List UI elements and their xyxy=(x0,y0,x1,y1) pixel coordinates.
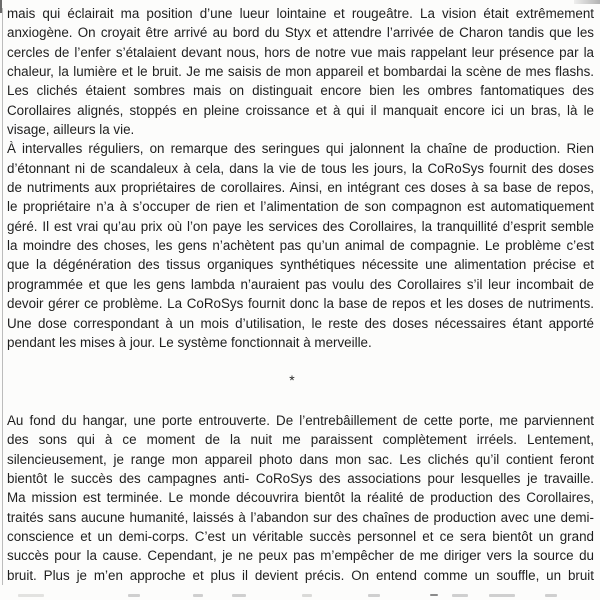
text-line: d’étonnant ni de scandaleux à cela, dans la vie de tous les jours, la CoRoSys fournit des doses xyxy=(7,160,594,176)
scan-smudge xyxy=(368,594,380,597)
text-line: anxiogène. On croyait être arrivé au bord du Styx et attendre l’arrivée de Charon tandis que les xyxy=(7,25,594,41)
text-line: le propriétaire n’a à s’occuper de rien et l’alimentation de son compagnon est automatiquement xyxy=(7,199,594,215)
text-line: succès pour la cause. Cependant, je ne peux pas m’empêcher de me diriger vers la source du xyxy=(7,548,594,564)
text-line: Corollaires alignés, stoppés en pleine croissance et à qui il manquait encore ici un bras, là le xyxy=(7,102,594,118)
scan-smudge xyxy=(452,594,468,597)
scan-smudge xyxy=(232,594,246,597)
text-line: programmée et que les gens lambda n’auraient pas voulu des Corollaires s’il leur incombait de xyxy=(7,276,594,292)
text-line: la moindre des choses, les gens n’achètent pas qu’un animal de compagnie. Le problème c’est xyxy=(7,238,594,254)
text-line: que la dégénération des tissus organiques synthétiques nécessite une alimentation précise et xyxy=(7,257,594,273)
text-line: silencieusement, je range mon appareil photo dans mon sac. Les clichés qu’il contient feront xyxy=(7,451,594,467)
scan-artifact-top-left-mark xyxy=(0,0,2,13)
scan-smudge xyxy=(128,594,140,597)
text-line: Les clichés étaient sombres mais on distinguait encore bien les ombres fantomatiques des xyxy=(7,83,594,99)
scan-smudge xyxy=(18,594,44,597)
text-line: Au fond du hangar, une porte entrouverte. De l’entrebâillement de cette porte, me parviennent xyxy=(7,413,594,428)
text-line: visage, ailleurs la vie. xyxy=(7,122,135,138)
text-line: À intervalles réguliers, on remarque des seringues qui jalonnent la chaîne de production. Rien xyxy=(7,141,594,157)
text-block-lower xyxy=(7,411,594,585)
text-line: conscience et un demi-corps. C’est un véritable succès personnel et ce sera bientôt un grand xyxy=(7,529,594,545)
text-line: traités sans aucune humanité, laissés à l’abandon sur des chaînes de production avec une demi- xyxy=(7,509,594,525)
text-line: pendant les mises à jour. Le système fonctionnait à merveille. xyxy=(7,334,372,350)
scan-smudge xyxy=(193,594,203,597)
scan-smudge xyxy=(545,594,557,597)
text-block-upper xyxy=(7,4,594,352)
text-line: devoir gérer ce problème. La CoRoSys fournit donc la base de repos et les doses de nutriments. xyxy=(7,296,594,312)
text-line: des sons qui à ce moment de la nuit me paraissent complètement irréels. Lentement, xyxy=(7,432,594,448)
text-line: mais qui éclairait ma position d’une lueur lointaine et rougeâtre. La vision était extrêmement xyxy=(7,6,594,21)
text-line: bientôt le succès des campagnes anti- CoRoSys des associations pour lesquelles je travaille. xyxy=(7,471,594,487)
scan-smudge xyxy=(489,594,515,597)
scan-artifact-left-edge-line xyxy=(2,8,3,585)
text-line: Ma mission est terminée. Le monde découvrira bientôt la réalité de production des Corollaires, xyxy=(7,490,594,506)
text-line: Une dose correspondant à un mois d’utilisation, le reste des doses nécessaires étant apporté xyxy=(7,315,594,331)
scan-smudge xyxy=(302,594,312,597)
text-line: bruit. Plus je m’en approche et plus il devient précis. On entend comme un souffle, un bruit xyxy=(7,567,594,583)
text-line: cercles de l’enfer s’étalaient devant nous, hors de notre vue mais rappelant leur présence par la xyxy=(7,44,594,60)
text-line: de nutriments aux propriétaires de corollaires. Ainsi, en intégrant ces doses à sa base de repos, xyxy=(7,180,594,196)
scan-smudge xyxy=(430,594,438,596)
section-separator-asterisk: * xyxy=(289,372,295,388)
text-line: géré. Il est vrai qu’au prix où l’on paye les services des Corollaires, la tranquillité d’esprit semble xyxy=(7,218,594,234)
text-line: chaleur, la lumière et le bruit. Je me saisis de mon appareil et bombardai la scène de mes flashs. xyxy=(7,64,594,80)
